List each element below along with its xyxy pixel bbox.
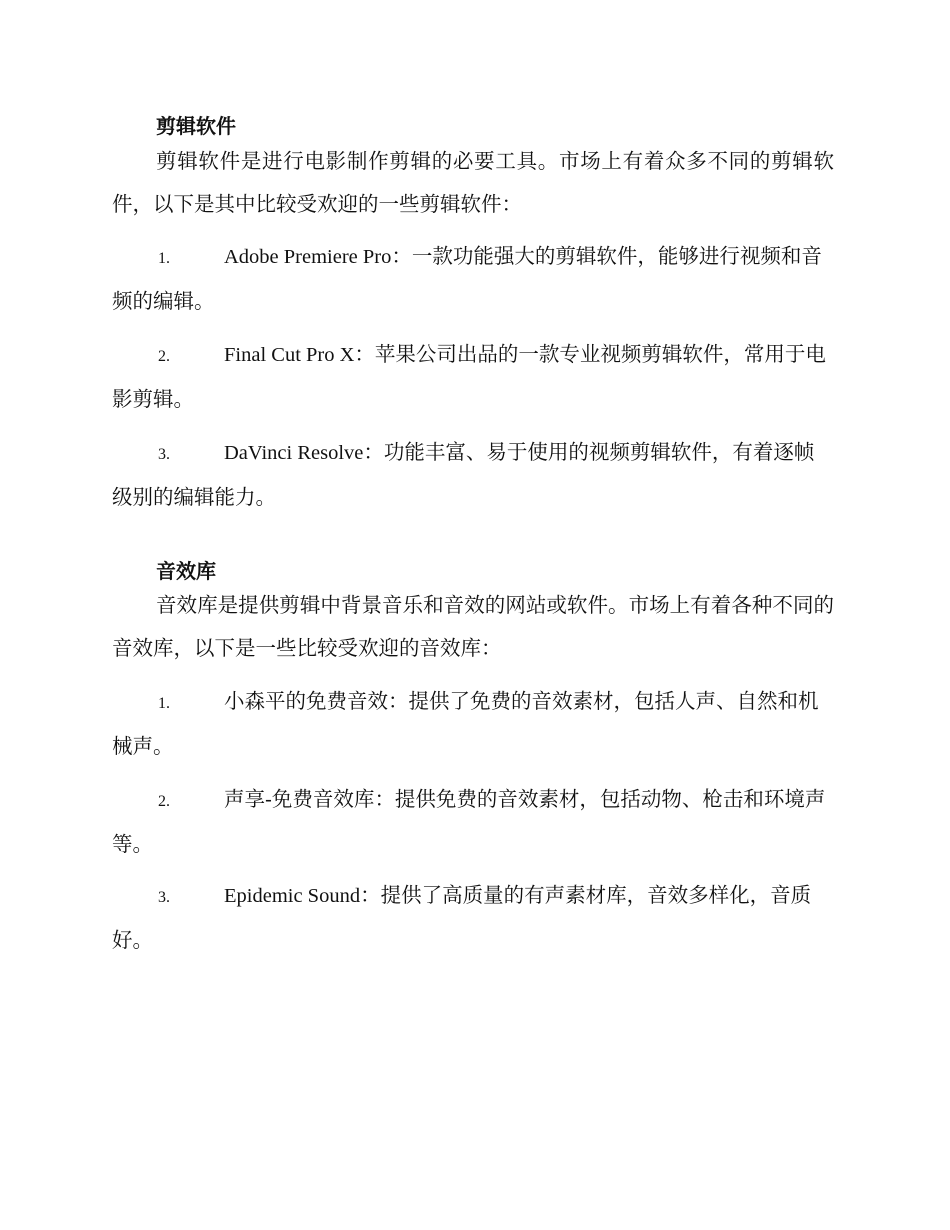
list-item bbox=[112, 235, 834, 323]
list-item-number: 2. bbox=[158, 348, 170, 365]
list-item-text: ：苹果公司出品的一款专业视频剪辑软件，常用于电影剪辑。 bbox=[112, 342, 826, 411]
section-heading-editing-software: 剪辑软件 bbox=[156, 114, 236, 138]
list-item-text: ：提供了高质量的有声素材库，音效多样化，音质好。 bbox=[112, 883, 812, 952]
list-item-text: ：一款功能强大的剪辑软件，能够进行视频和音频的编辑。 bbox=[112, 244, 822, 313]
section-intro-sound-library: 音效库是提供剪辑中背景音乐和音效的网站或软件。市场上有着各种不同的音效库，以下是一些比较受欢迎的音效库： bbox=[112, 593, 834, 660]
list-item-text: ：提供免费的音效素材，包括动物、枪击和环境声等。 bbox=[112, 787, 826, 856]
list-item-name: 小森平的免费音效 bbox=[224, 689, 388, 713]
list-item bbox=[112, 431, 834, 519]
list-item-number: 2. bbox=[158, 793, 170, 810]
list-item-name: Adobe Premiere Pro bbox=[224, 246, 392, 268]
list-item-number: 3. bbox=[158, 889, 170, 906]
list-item-text: ：提供了免费的音效素材，包括人声、自然和机械声。 bbox=[112, 689, 819, 758]
list-item-text: ：功能丰富、易于使用的视频剪辑软件，有着逐帧级别的编辑能力。 bbox=[112, 440, 815, 509]
list-item bbox=[112, 874, 834, 962]
list-item-name: Final Cut Pro X bbox=[224, 344, 355, 366]
list-item bbox=[112, 333, 834, 421]
list-item-name: DaVinci Resolve bbox=[224, 442, 364, 464]
list-item-number: 1. bbox=[158, 695, 170, 712]
list-item-number: 1. bbox=[158, 250, 170, 267]
section-intro-editing-software: 剪辑软件是进行电影制作剪辑的必要工具。市场上有着众多不同的剪辑软件，以下是其中比较受欢迎的一些剪辑软件： bbox=[112, 149, 834, 216]
section-heading-sound-library: 音效库 bbox=[156, 559, 216, 583]
list-item bbox=[112, 680, 834, 768]
list-item-number: 3. bbox=[158, 446, 170, 463]
list-item-name: Epidemic Sound bbox=[224, 885, 361, 907]
list-item-name: 声享-免费音效库 bbox=[224, 787, 375, 811]
list-item bbox=[112, 778, 834, 866]
